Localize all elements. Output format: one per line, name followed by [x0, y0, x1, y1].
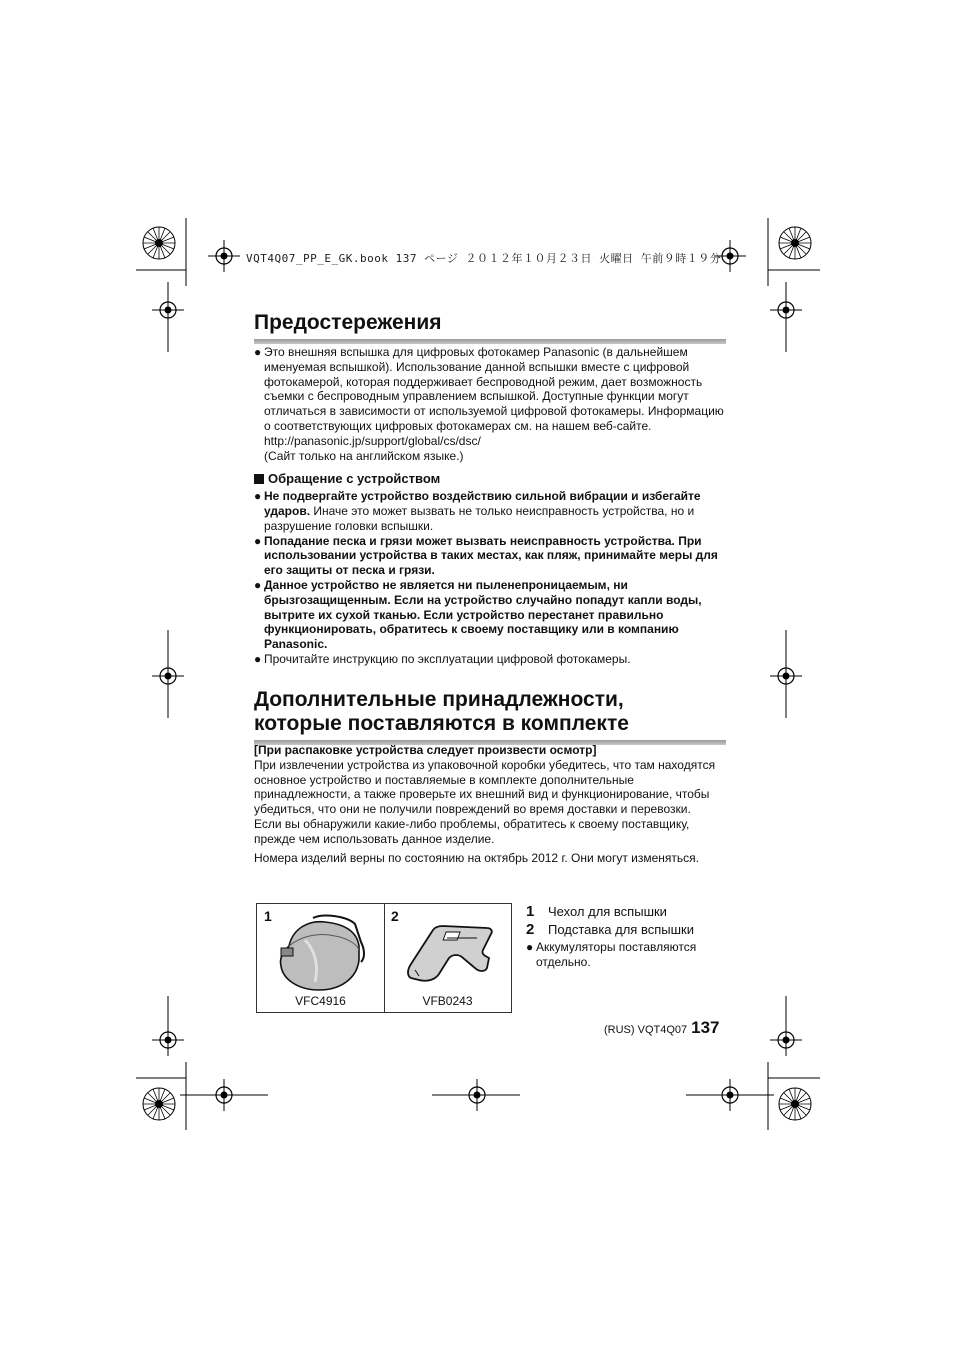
part-numbers-paragraph: Номера изделий верны по состоянию на октябрь 2012 г. Они могут изменяться. [254, 850, 699, 865]
problem-paragraph: Если вы обнаружили какие-либо проблемы, обратитесь к своему поставщику, прежде чем использовать данное изделие. [254, 816, 690, 846]
section-title-accessories [254, 688, 726, 736]
accessory-item-2 [526, 921, 736, 939]
support-url: http://panasonic.jp/support/global/cs/dsc/ [264, 433, 481, 448]
bullet-icon: ● [526, 940, 534, 954]
handling-title: Обращение с устройством [268, 471, 441, 487]
accessory-item-1-name: Чехол для вспышки [548, 904, 667, 919]
check-heading: [При распаковке устройства следует произвести осмотр] [254, 743, 597, 757]
flash-stand-illustration [403, 924, 499, 986]
handling-heading [254, 472, 726, 487]
section-title-precautions: Предостережения [254, 311, 442, 334]
bullet-icon: ● [254, 345, 262, 359]
page-footer [604, 1018, 720, 1038]
battery-note [526, 940, 736, 970]
intro-bullet [254, 345, 726, 463]
battery-note-text: Аккумуляторы поставляются отдельно. [536, 940, 697, 969]
flash-case-illustration [275, 910, 367, 992]
bullet-icon: ● [254, 533, 262, 548]
figure-number-2: 2 [391, 908, 399, 924]
figure-caption-2: VFB0243 [422, 994, 473, 1008]
accessory-item-2-name: Подставка для вспышки [548, 922, 694, 937]
bullet-icon: ● [254, 577, 262, 592]
footer-code: (RUS) VQT4Q07 [604, 1024, 688, 1036]
figure-caption-1: VFC4916 [295, 994, 346, 1008]
bullet-icon: ● [254, 489, 262, 504]
handling-item-4 [254, 652, 726, 667]
accessories-section [254, 688, 726, 745]
handling-item-1-bold: Не подвергайте устройство воздействию сильной вибрации и избегайте ударов. [264, 489, 701, 518]
square-bullet-icon [254, 474, 264, 484]
intro-text: Это внешняя вспышка для цифровых фотокамер Panasonic (в дальнейшем именуемая вспышкой). Использование данной вспышки вместе с цифровой фотокамерой, которая поддерживает беспроводной режим, дает возможность съемки с беспроводным управлением вспышкой. Доступные функции могут отличаться в зависимости от используемой цифровой фотокамеры. Информацию о соответствующих цифровых фотокамерах см. на нашем веб-сайте. [264, 345, 724, 433]
accessories-figure [256, 903, 512, 1013]
handling-item-1 [254, 489, 726, 533]
accessory-item-1-num: 1 [526, 903, 535, 920]
handling-item-2 [254, 534, 726, 578]
book-header-line: VQT4Q07_PP_E_GK.book 137 ページ ２０１２年１０月２３日 火曜日 午前９時１９分 [246, 252, 722, 265]
page-number: 137 [691, 1018, 720, 1037]
accessory-item-2-num: 2 [526, 921, 535, 938]
figure-number-1: 1 [264, 908, 272, 924]
unpacking-paragraph: При извлечении устройства из упаковочной коробки убедитесь, что там находятся основное устройство и поставляемые в комплекте дополнительные принадлежности, а также проверьте их внешний вид и функционирование, чтобы убедиться, что они не получили повреждений во время доставки и перевозки. [254, 757, 716, 817]
accessories-body [254, 743, 726, 865]
accessories-list [526, 903, 736, 970]
accessories-title-line-1: Дополнительные принадлежности, [254, 688, 624, 711]
precautions-section [254, 311, 726, 344]
precautions-body [254, 345, 726, 667]
handling-item-4-text: Прочитайте инструкцию по эксплуатации цифровой фотокамеры. [264, 651, 631, 666]
handling-item-3 [254, 578, 726, 652]
title-rule [254, 339, 726, 344]
handling-item-2-text: Попадание песка и грязи может вызвать неисправность устройства. При использовании устройства в таких местах, как пляж, принимайте меры для его защиты от песка и грязи. [264, 533, 718, 578]
url-note: (Сайт только на английском языке.) [264, 448, 464, 463]
accessories-title-line-2: которые поставляются в комплекте [254, 712, 629, 735]
accessory-item-1 [526, 903, 736, 921]
handling-item-1-rest: Иначе это может вызвать не только неисправность устройства, но и разрушение головки вспышки. [264, 503, 695, 533]
handling-item-3-text: Данное устройство не является ни пыленепроницаемым, ни брызгозащищенным. Если на устройство случайно попадут капли воды, вытрите их сухой тканью. Если устройство перестанет правильно функционировать, обратитесь к своему поставщику или в компанию Panasonic. [264, 577, 702, 652]
bullet-icon: ● [254, 651, 262, 666]
